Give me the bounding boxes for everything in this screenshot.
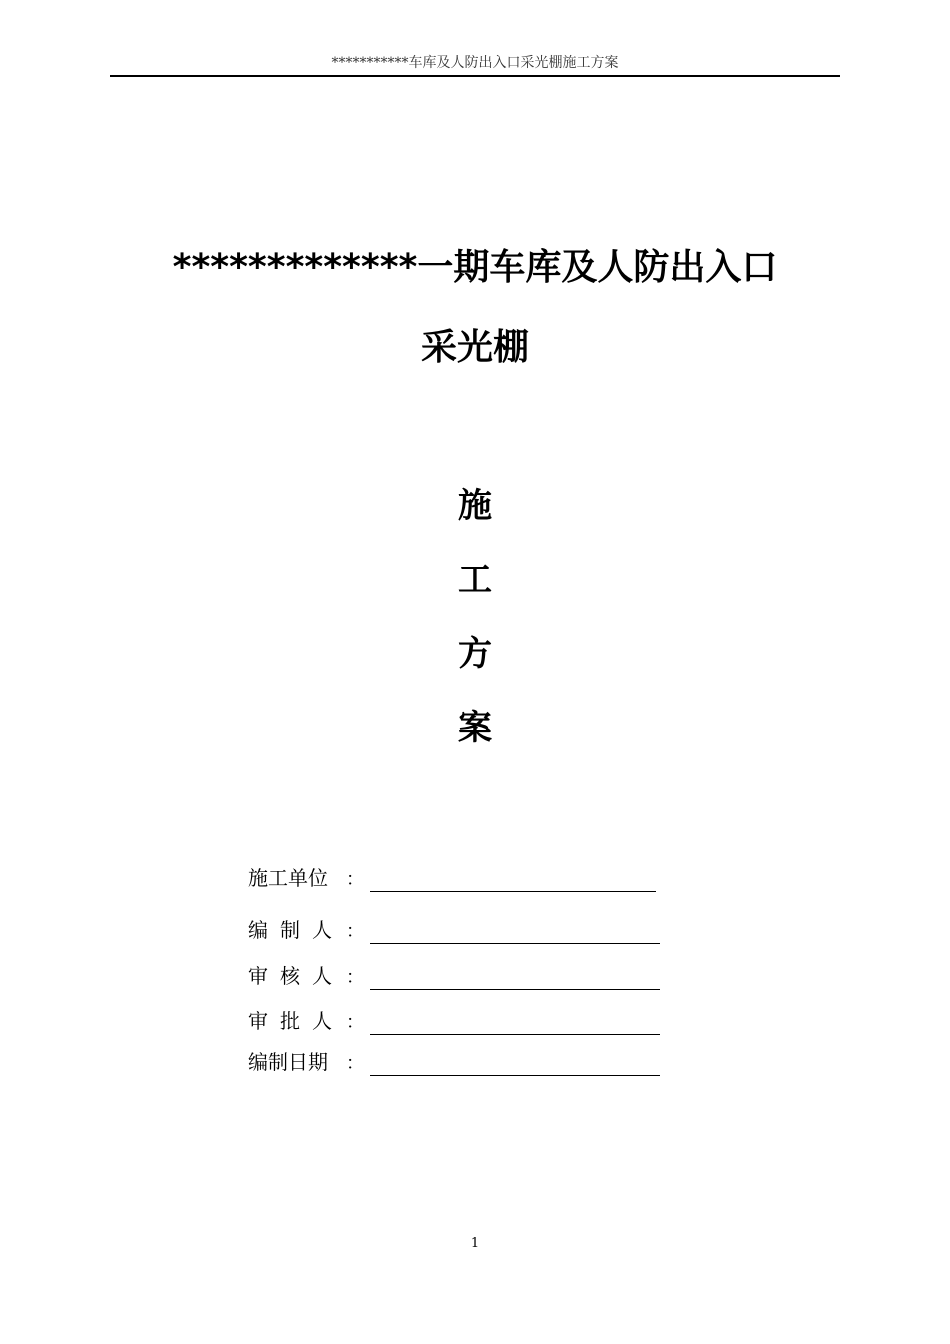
blank-line [370,1075,660,1076]
vertical-title-char: 方 [458,634,492,674]
field-colon: ： [346,869,364,890]
page-number: 1 [470,1236,480,1251]
field-label: 审核人 [248,964,344,988]
field-reviewer [248,960,668,990]
field-construction-unit [248,862,668,892]
field-colon: ： [346,921,364,942]
blank-line [370,989,660,990]
blank-line [370,891,656,892]
running-header: ***********车库及人防出入口采光棚施工方案 [331,55,619,71]
field-colon: ： [346,1012,364,1033]
field-colon: ： [346,967,364,988]
blank-line [370,943,660,944]
vertical-title-char: 施 [458,486,492,526]
vertical-title-char: 案 [458,708,492,748]
field-compiler [248,914,668,944]
vertical-title-char: 工 [458,560,492,600]
document-title-line-2: 采光棚 [420,327,529,368]
field-label: 编制人 [248,918,344,942]
field-compile-date [248,1046,668,1076]
blank-line [370,1034,660,1035]
header-rule [110,75,840,77]
field-colon: ： [346,1053,364,1074]
field-label: 编制日期 [248,1050,328,1074]
document-title-line-1: *************一期车库及人防出入口 [172,247,778,288]
field-approver [248,1005,668,1035]
field-label: 审批人 [248,1009,344,1033]
field-label: 施工单位 [248,866,328,890]
